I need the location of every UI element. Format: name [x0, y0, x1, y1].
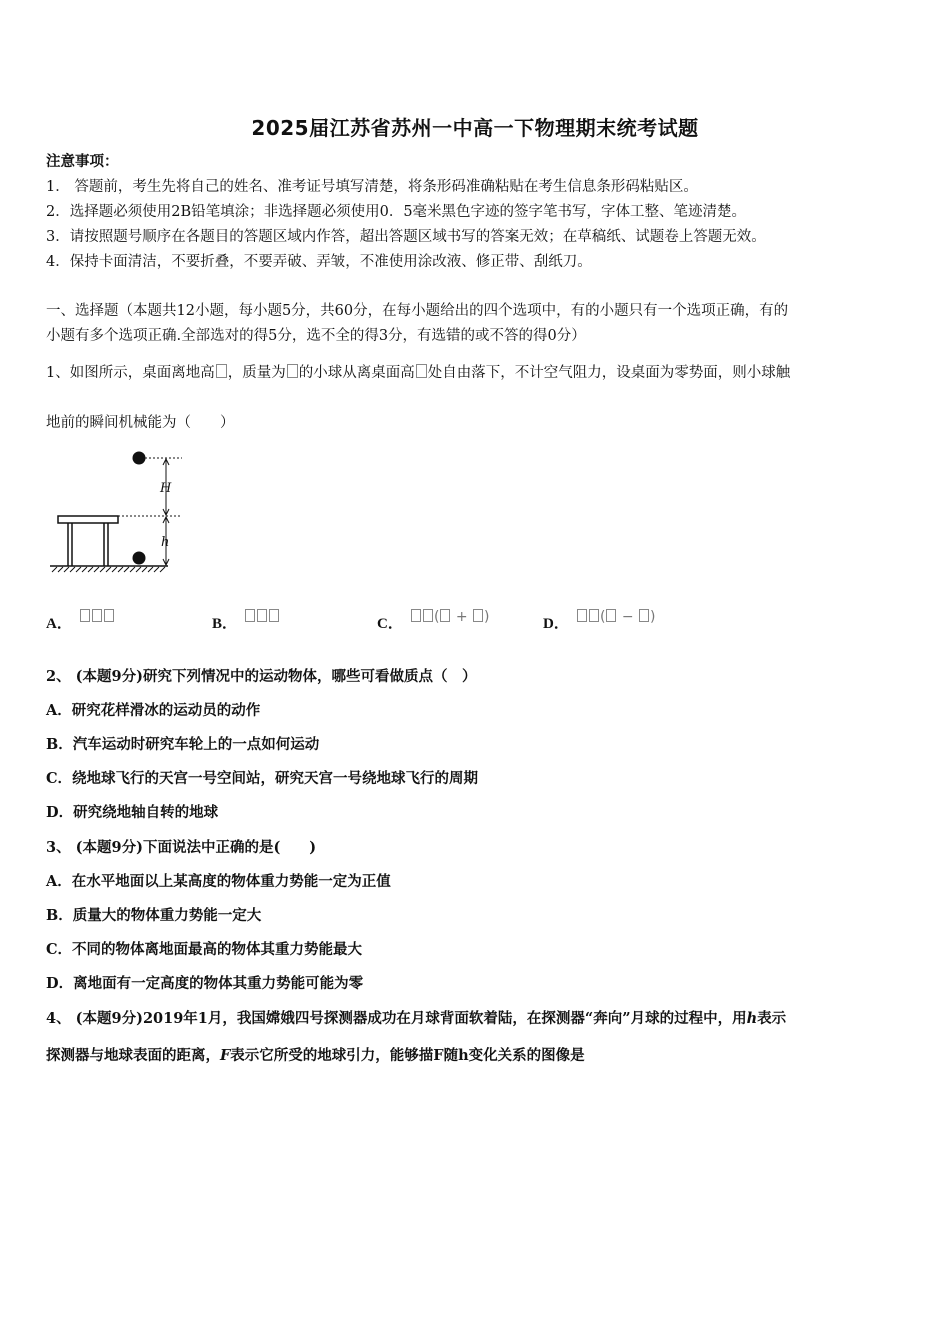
var-h: h: [746, 1010, 758, 1027]
notice-item-4: 4．保持卡面清洁，不要折叠，不要弄破、弄皱，不准使用涂改液、修正带、刮纸刀。: [46, 254, 592, 270]
q1-option-b[interactable]: [212, 612, 280, 633]
q2-option-c[interactable]: C．绕地球飞行的天宫一号空间站，研究天宫一号绕地球飞行的周期: [46, 770, 479, 787]
option-label: B．: [212, 616, 238, 632]
formula-image: ( + ): [410, 609, 490, 625]
q4-stem-line1: [46, 1009, 786, 1029]
formula-placeholder: [416, 364, 427, 378]
q4-text-part4: 表示它所受的地球引力，能够描F随h变化关系的图像是: [230, 1047, 585, 1064]
formula-image: ( − ): [576, 609, 656, 625]
q2-option-b[interactable]: B．汽车运动时研究车轮上的一点如何运动: [46, 736, 320, 753]
q1-text-part4: 处自由落下，不计空气阻力，设桌面为零势面，则小球触: [427, 365, 791, 381]
option-label: C．: [377, 616, 403, 632]
q1-text-part1: 1、如图所示，桌面离地高: [46, 365, 215, 381]
q2-option-a[interactable]: A．研究花样滑冰的运动员的动作: [46, 702, 261, 719]
page-title: 2025届江苏省苏州一中高一下物理期末统考试题: [251, 116, 699, 140]
formula-image: [79, 609, 115, 625]
q3-option-d[interactable]: D．离地面有一定高度的物体其重力势能可能为零: [46, 975, 364, 992]
section-heading-line2: 小题有多个选项正确.全部选对的得5分，选不全的得3分，有选错的或不答的得0分）: [46, 328, 586, 344]
q3-option-b[interactable]: B．质量大的物体重力势能一定大: [46, 907, 262, 924]
q1-option-a[interactable]: [46, 612, 115, 633]
q1-figure: [44, 446, 189, 576]
q4-text-part3: 探测器与地球表面的距离，: [46, 1047, 220, 1064]
ground-hatch: [52, 567, 165, 572]
label-H: H: [160, 481, 172, 496]
q1-option-c[interactable]: [377, 609, 490, 633]
option-label: D．: [543, 616, 569, 632]
q3-option-c[interactable]: C．不同的物体离地面最高的物体其重力势能最大: [46, 941, 363, 958]
notice-heading: 注意事项：: [46, 153, 119, 170]
ball-bottom: [133, 552, 146, 565]
ball-top: [133, 452, 146, 465]
section-heading-line1: 一、选择题（本题共12小题，每小题5分，共60分，在每小题给出的四个选项中，有的小题只有一个选项正确，有的: [46, 303, 789, 319]
var-F: F: [220, 1047, 231, 1064]
notice-item-2: 2．选择题必须使用2B铅笔填涂；非选择题必须使用0．5毫米黑色字迹的签字笔书写，字体工整、笔迹清楚。: [46, 204, 747, 220]
q1-text-part2: ，质量为: [227, 365, 286, 381]
q1-option-d[interactable]: [543, 609, 656, 633]
q4-text-part2: 表示: [757, 1010, 787, 1027]
q4-text-part1: 4、 (本题9分)2019年1月，我国嫦娥四号探测器成功在月球背面软着陆，在探测器“奔向”月球的过程中，用: [46, 1010, 747, 1027]
q1-stem-line2: 地前的瞬间机械能为（ ）: [46, 415, 235, 431]
formula-placeholder: [216, 364, 227, 378]
label-h: h: [161, 535, 170, 550]
q1-text-part3: 的小球从离桌面高: [298, 365, 415, 381]
formula-placeholder: [287, 364, 298, 378]
q2-option-d[interactable]: D．研究绕地轴自转的地球: [46, 804, 219, 821]
formula-image: [244, 609, 280, 625]
q2-stem: 2、 (本题9分)研究下列情况中的运动物体，哪些可看做质点（ ）: [46, 668, 477, 685]
notice-item-1: 1． 答题前，考生先将自己的姓名、准考证号填写清楚，将条形码准确粘贴在考生信息条形码粘贴区。: [46, 179, 698, 195]
q1-stem-line1: [46, 363, 790, 383]
table-shape: [58, 516, 118, 566]
q3-stem: 3、 (本题9分)下面说法中正确的是( ): [46, 839, 317, 856]
q3-option-a[interactable]: A．在水平地面以上某高度的物体重力势能一定为正值: [46, 873, 391, 890]
notice-item-3: 3．请按照题号顺序在各题目的答题区域内作答，超出答题区域书写的答案无效；在草稿纸、试题卷上答题无效。: [46, 229, 766, 245]
option-label: A．: [46, 616, 72, 632]
q4-stem-line2: [46, 1046, 585, 1066]
